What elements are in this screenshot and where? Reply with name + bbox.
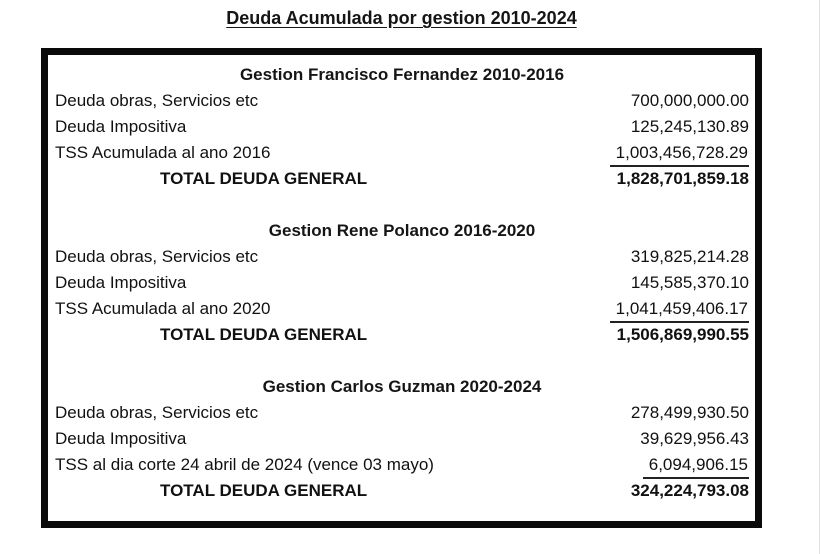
section-header-fernandez: Gestion Francisco Fernandez 2010-2016 xyxy=(239,65,565,84)
row-value: 700,000,000.00 xyxy=(630,91,749,110)
row-value: 125,245,130.89 xyxy=(630,117,749,136)
section-spacer xyxy=(55,192,749,218)
section-header-polanco: Gestion Rene Polanco 2016-2020 xyxy=(268,221,536,240)
row-value: 278,499,930.50 xyxy=(630,403,749,422)
row-label: Deuda Impositiva xyxy=(55,273,187,292)
page-title: Deuda Acumulada por gestion 2010-2024 xyxy=(226,8,577,28)
section-spacer xyxy=(55,348,749,374)
total-row xyxy=(55,478,749,504)
total-label: TOTAL DEUDA GENERAL xyxy=(160,481,368,500)
table-row xyxy=(55,400,749,426)
table-row xyxy=(55,114,749,140)
row-label: Deuda Impositiva xyxy=(55,117,187,136)
row-label: TSS Acumulada al ano 2016 xyxy=(55,143,271,162)
row-value: 145,585,370.10 xyxy=(630,273,749,292)
table-row xyxy=(55,426,749,452)
row-value-subtotal: 1,041,459,406.17 xyxy=(610,297,749,323)
debt-summary-table xyxy=(41,48,762,528)
row-label: Deuda obras, Servicios etc xyxy=(55,91,259,110)
row-value: 39,629,956.43 xyxy=(640,429,749,448)
row-value-subtotal: 6,094,906.15 xyxy=(643,453,749,479)
row-label: Deuda obras, Servicios etc xyxy=(55,403,259,422)
total-label: TOTAL DEUDA GENERAL xyxy=(160,325,368,344)
table-row xyxy=(55,244,749,270)
row-label: TSS Acumulada al ano 2020 xyxy=(55,299,271,318)
table-row xyxy=(55,296,749,322)
total-value: 1,506,869,990.55 xyxy=(616,325,749,344)
row-value-subtotal: 1,003,456,728.29 xyxy=(610,141,749,167)
table-row xyxy=(55,140,749,166)
table-row xyxy=(55,452,749,478)
total-label: TOTAL DEUDA GENERAL xyxy=(160,169,368,188)
total-row xyxy=(55,166,749,192)
row-label: Deuda obras, Servicios etc xyxy=(55,247,259,266)
total-row xyxy=(55,322,749,348)
table-row xyxy=(55,270,749,296)
row-label: TSS al dia corte 24 abril de 2024 (vence 03 mayo) xyxy=(55,455,434,474)
total-value: 324,224,793.08 xyxy=(630,481,749,500)
table-row xyxy=(55,88,749,114)
section-header-guzman: Gestion Carlos Guzman 2020-2024 xyxy=(262,377,542,396)
row-value: 319,825,214.28 xyxy=(630,247,749,266)
row-label: Deuda Impositiva xyxy=(55,429,187,448)
total-value: 1,828,701,859.18 xyxy=(616,169,749,188)
